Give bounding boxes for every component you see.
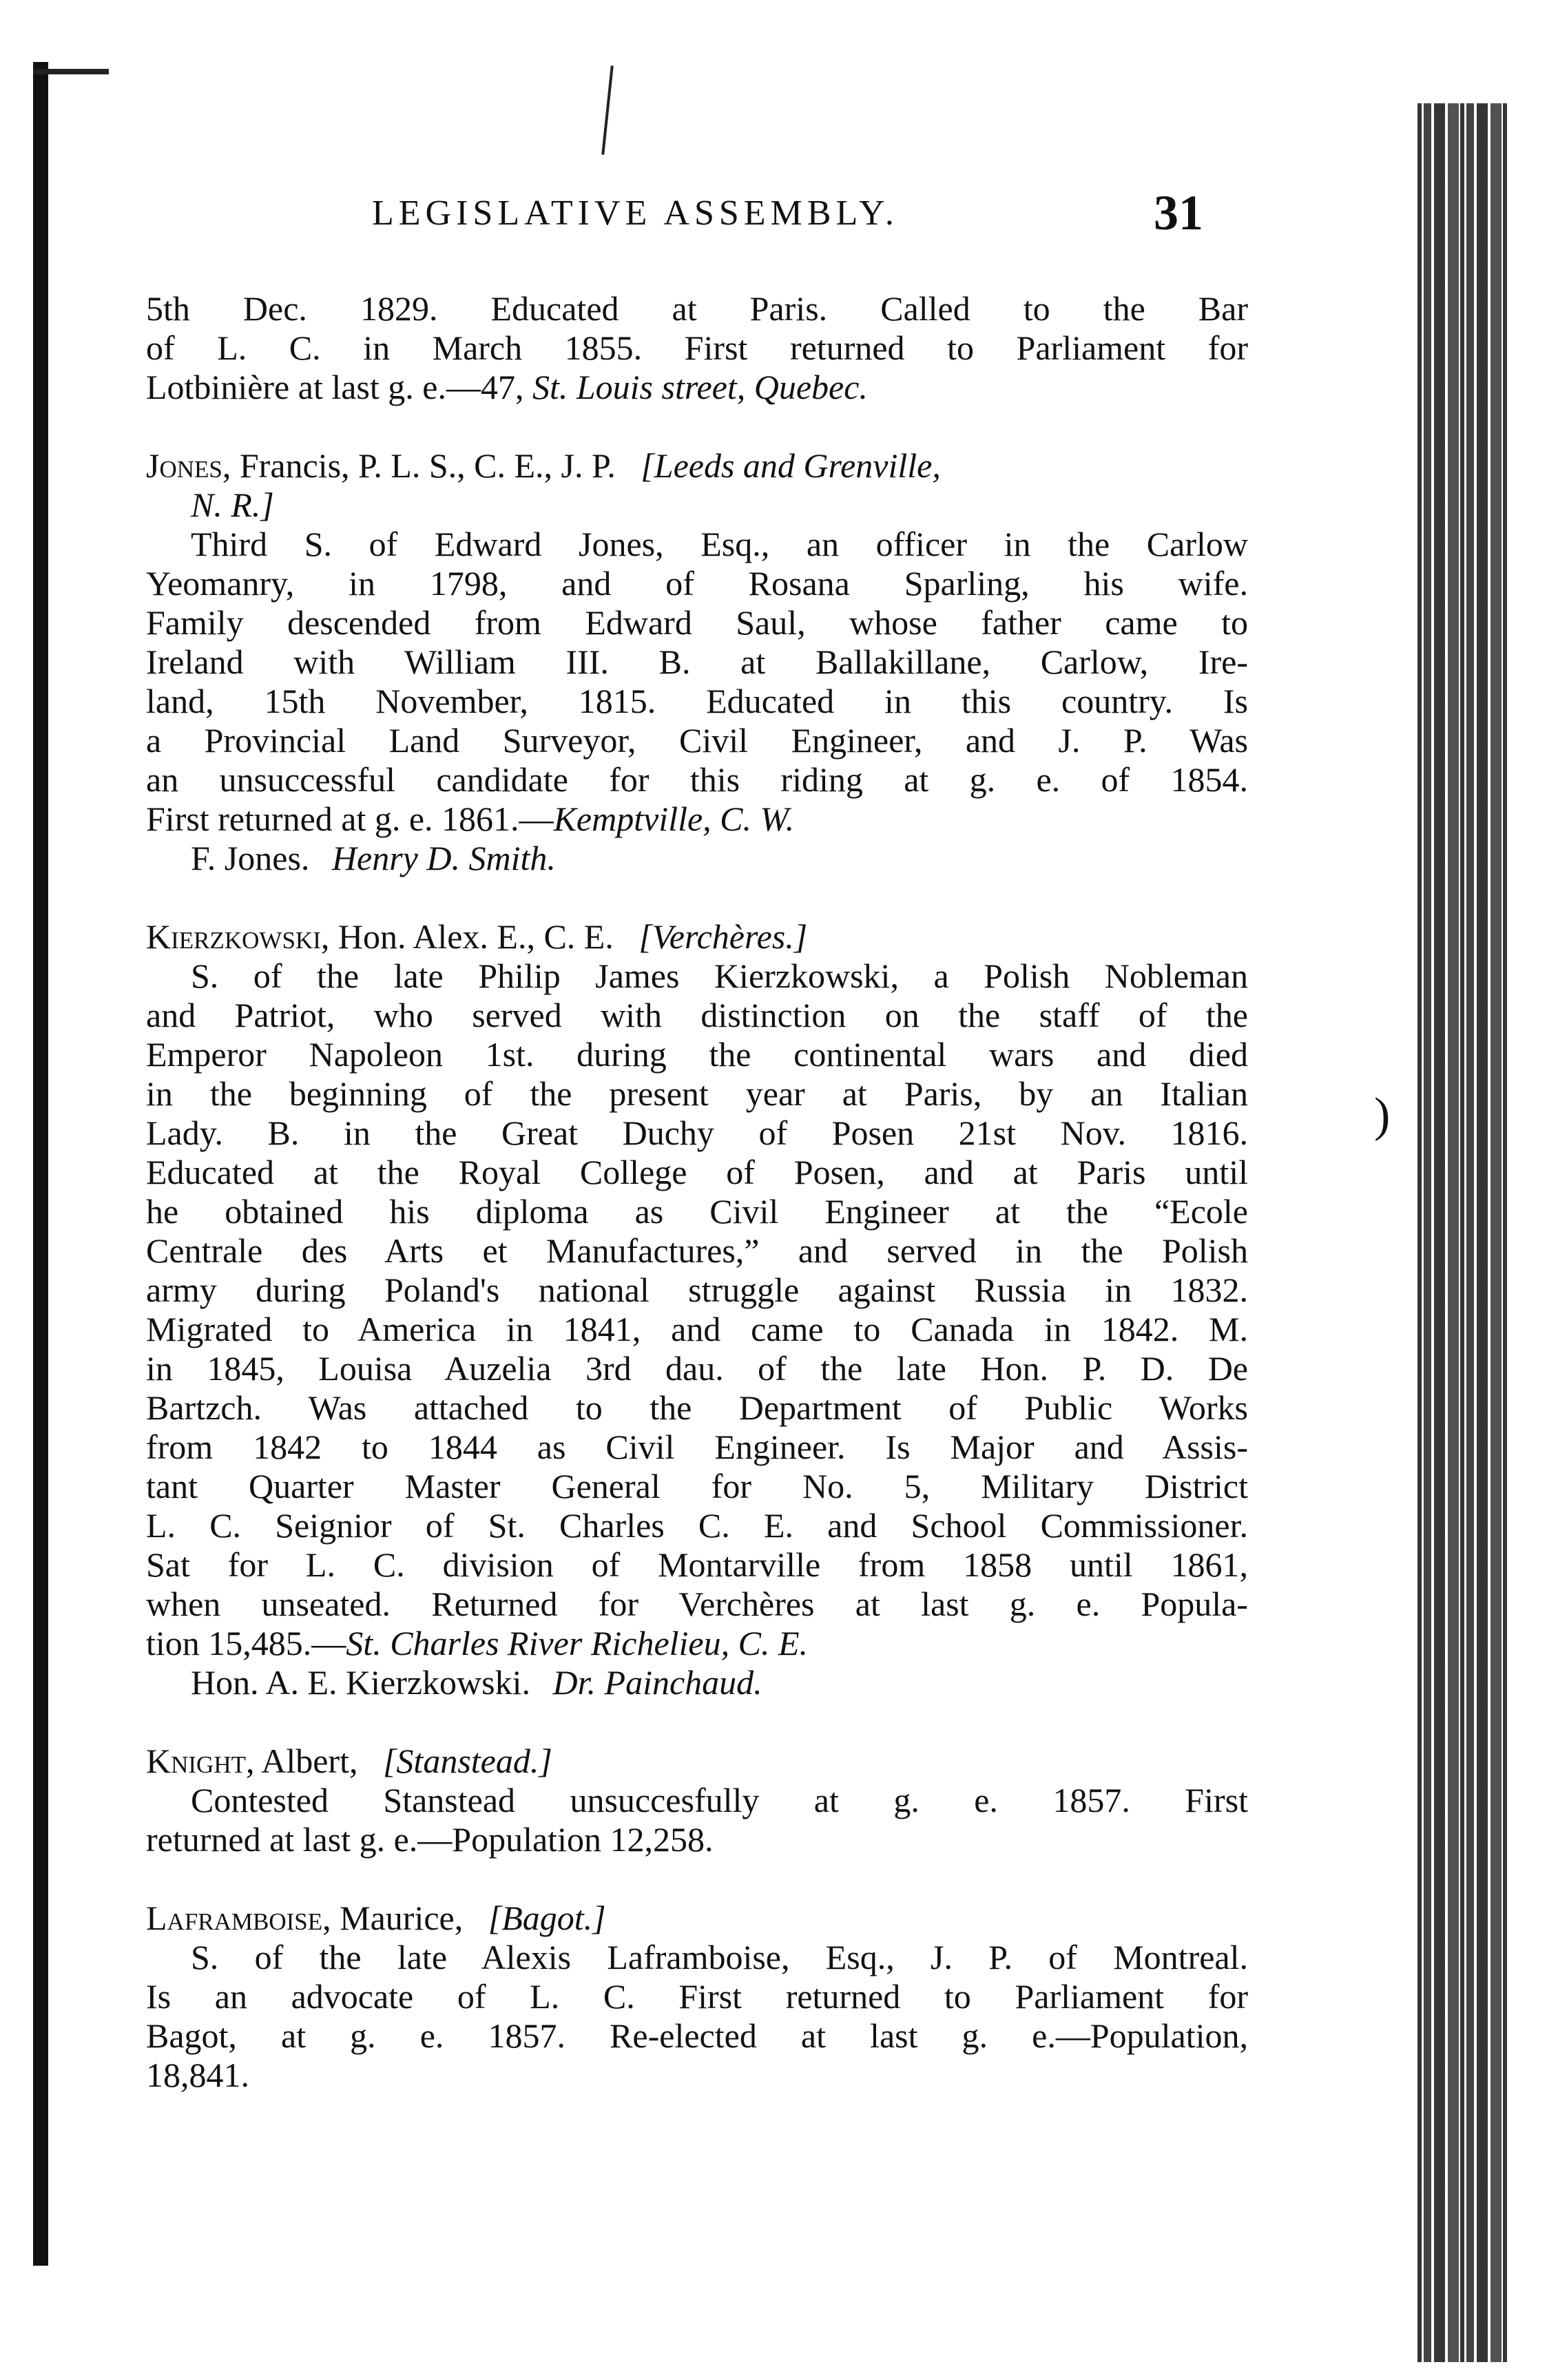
text-line: S. of the late Philip James Kierzkowski, a Polish Nobleman bbox=[191, 957, 1248, 995]
text-line: Yeomanry, in 1798, and of Rosana Sparling, his wife. bbox=[146, 564, 1248, 603]
pencil-mark bbox=[601, 65, 614, 155]
text-line: Lotbinière at last g. e.—47, St. Louis street, Quebec. bbox=[146, 368, 868, 406]
constituency-continued: N. R.] bbox=[191, 486, 274, 524]
text-line: in the beginning of the present year at Paris, by an Italian bbox=[146, 1074, 1248, 1113]
member-name: Knight bbox=[146, 1742, 246, 1780]
text-line: First returned at g. e. 1861.—Kemptville, C. W. bbox=[146, 800, 795, 838]
running-head: LEGISLATIVE ASSEMBLY. bbox=[372, 194, 899, 233]
constituency: [Verchères.] bbox=[638, 917, 808, 956]
signature-line: F. Jones. Henry D. Smith. bbox=[191, 839, 556, 877]
text-line: Is an advocate of L. C. First returned to Parliament for bbox=[146, 1977, 1248, 2016]
text-line: S. of the late Alexis Laframboise, Esq., J. P. of Montreal. bbox=[191, 1938, 1248, 1976]
text-line: land, 15th November, 1815. Educated in this country. Is bbox=[146, 682, 1248, 720]
text-line: tant Quarter Master General for No. 5, Military District bbox=[146, 1467, 1248, 1505]
text-line: when unseated. Returned for Verchères at last g. e. Popula- bbox=[146, 1585, 1248, 1623]
text-line: 5th Dec. 1829. Educated at Paris. Called to the Bar bbox=[146, 289, 1248, 328]
entry-jones bbox=[146, 446, 1248, 878]
text-line: Emperor Napoleon 1st. during the continental wars and died bbox=[146, 1035, 1248, 1074]
member-name: Laframboise bbox=[146, 1899, 323, 1937]
entry-heading: Laframboise, Maurice, [Bagot.] bbox=[146, 1899, 606, 1937]
entry-heading: Jones, Francis, P. L. S., C. E., J. P. [Leeds and Grenville, bbox=[146, 446, 941, 485]
text-line: Lady. B. in the Great Duchy of Posen 21st Nov. 1816. bbox=[146, 1114, 1248, 1152]
constituency: [Bagot.] bbox=[488, 1899, 606, 1937]
entry-kierzkowski bbox=[146, 917, 1248, 1702]
text-line: 18,841. bbox=[146, 2056, 249, 2094]
text-line: from 1842 to 1844 as Civil Engineer. Is Major and Assis- bbox=[146, 1428, 1248, 1466]
page-number: 31 bbox=[1154, 185, 1203, 240]
binding-edge-left bbox=[33, 62, 48, 2266]
text-line: in 1845, Louisa Auzelia 3rd dau. of the late Hon. P. D. De bbox=[146, 1349, 1248, 1388]
entry-heading: Kierzkowski, Hon. Alex. E., C. E. [Verchères.] bbox=[146, 917, 808, 956]
text-line: tion 15,485.—St. Charles River Richelieu, C. E. bbox=[146, 1624, 808, 1662]
text-line: Ireland with William III. B. at Ballakillane, Carlow, Ire- bbox=[146, 643, 1248, 681]
text-line: an unsuccessful candidate for this riding at g. e. of 1854. bbox=[146, 760, 1248, 799]
text-line: Centrale des Arts et Manufactures,” and served in the Polish bbox=[146, 1231, 1248, 1270]
entry-continuation bbox=[146, 289, 1248, 407]
member-name: Jones bbox=[146, 446, 222, 485]
text-line: L. C. Seignior of St. Charles C. E. and School Commissioner. bbox=[146, 1506, 1248, 1545]
text-line: Bartzch. Was attached to the Department of Public Works bbox=[146, 1388, 1248, 1427]
entry-heading: Knight, Albert, [Stanstead.] bbox=[146, 1742, 552, 1780]
text-block bbox=[146, 289, 1248, 2134]
text-line: Bagot, at g. e. 1857. Re-elected at last g. e.—Population, bbox=[146, 2016, 1248, 2055]
binding-edge-top bbox=[33, 69, 109, 74]
text-line: a Provincial Land Surveyor, Civil Engineer, and J. P. Was bbox=[146, 721, 1248, 760]
text-line: and Patriot, who served with distinction on the staff of the bbox=[146, 996, 1248, 1034]
text-line: Contested Stanstead unsuccesfully at g. e. 1857. First bbox=[191, 1781, 1248, 1819]
text-line: Educated at the Royal College of Posen, and at Paris until bbox=[146, 1153, 1248, 1191]
text-line: Family descended from Edward Saul, whose father came to bbox=[146, 603, 1248, 642]
text-line: Migrated to America in 1841, and came to Canada in 1842. M. bbox=[146, 1310, 1248, 1348]
text-line: army during Poland's national struggle against Russia in 1832. bbox=[146, 1271, 1248, 1309]
constituency: [Stanstead.] bbox=[382, 1742, 552, 1780]
signature-line: Hon. A. E. Kierzkowski. Dr. Painchaud. bbox=[191, 1663, 762, 1702]
text-line: he obtained his diploma as Civil Engineer at the “Ecole bbox=[146, 1192, 1248, 1231]
scan-edge-right bbox=[1417, 103, 1507, 2362]
constituency: [Leeds and Grenville, bbox=[641, 446, 941, 485]
text-line: of L. C. in March 1855. First returned to Parliament for bbox=[146, 328, 1248, 367]
entry-laframboise bbox=[146, 1899, 1248, 2095]
margin-mark: ) bbox=[1374, 1089, 1391, 1142]
text-line: Sat for L. C. division of Montarville from 1858 until 1861, bbox=[146, 1545, 1248, 1584]
entry-knight bbox=[146, 1742, 1248, 1859]
text-line: Third S. of Edward Jones, Esq., an officer in the Carlow bbox=[191, 525, 1248, 563]
text-line: returned at last g. e.—Population 12,258. bbox=[146, 1820, 714, 1859]
member-name: Kierzkowski bbox=[146, 917, 321, 956]
